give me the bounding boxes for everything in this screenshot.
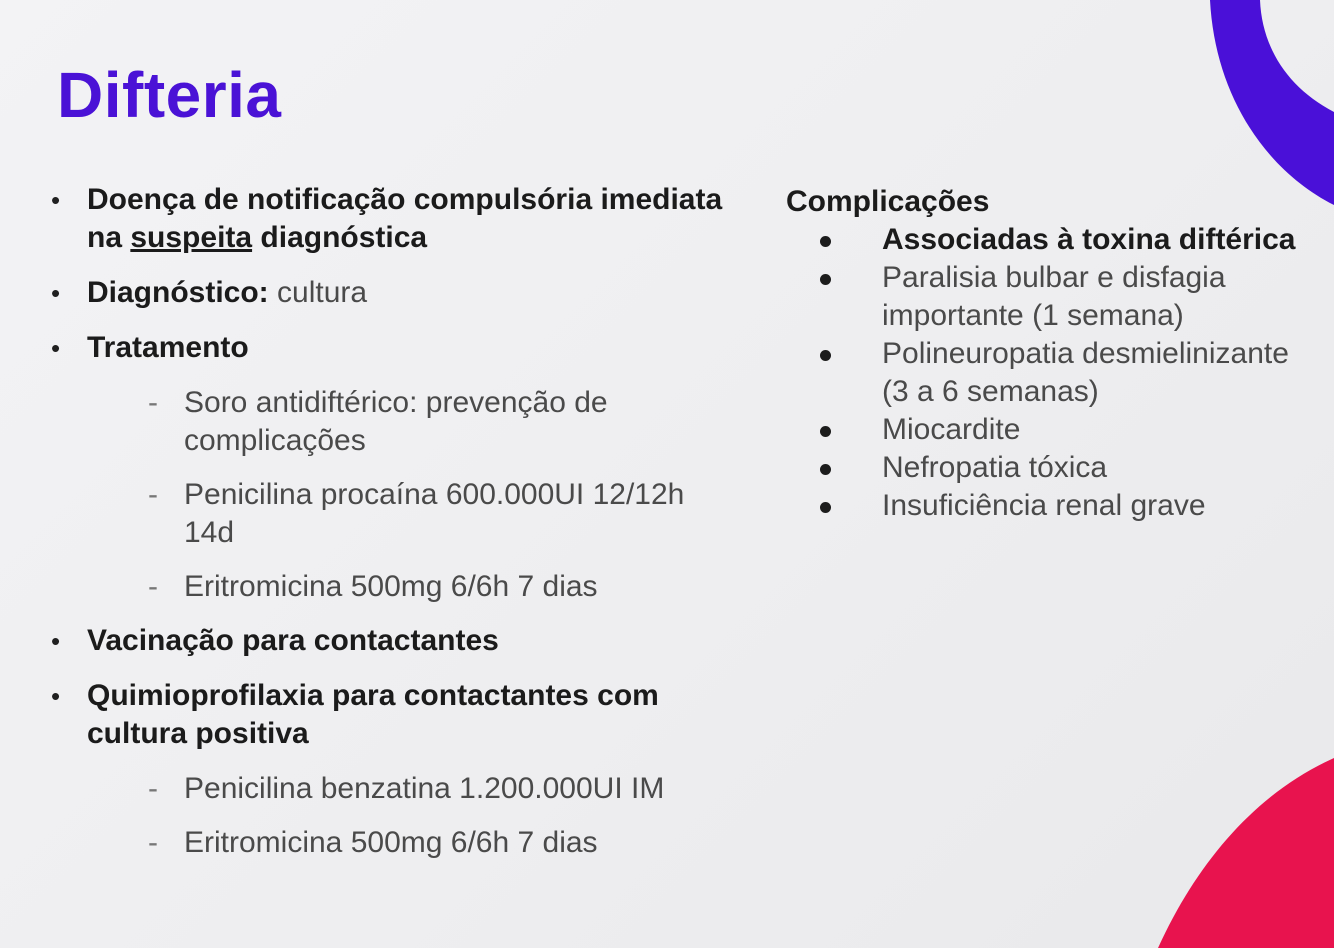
complications-heading: Complicações [786,185,990,218]
complication-item [786,449,1306,487]
prophylaxis-subitem [50,824,730,862]
complication-item [786,411,1306,449]
notification-text-3: diagnóstica [252,221,428,254]
bullet-dot [820,502,831,513]
dash-marker: - [148,386,158,419]
complication-item [786,487,1306,525]
bullet-dot [820,464,831,475]
treatment-label: Tratamento [87,331,249,364]
prophylaxis-subitem-text: Penicilina benzatina 1.200.000UI IM [184,772,665,805]
bottom-right-red-arc [1158,758,1334,948]
complication-text: Associadas à toxina diftérica [882,223,1296,256]
bullet-marker: • [51,333,61,363]
treatment-subitem-text: Soro antidiftérico: prevenção de complicações [184,386,608,457]
bullet-marker: • [51,278,61,308]
complication-text: Insuficiência renal grave [882,489,1206,522]
bullet-notification [50,181,730,257]
complication-item [786,335,1306,411]
bullet-chemoprophylaxis [50,677,730,753]
bullet-dot [820,426,831,437]
prophylaxis-subitem-text: Eritromicina 500mg 6/6h 7 dias [184,826,598,859]
diagnosis-value: cultura [268,276,368,309]
treatment-subitem-text: Eritromicina 500mg 6/6h 7 dias [184,570,598,603]
complication-item [786,259,1306,335]
dash-marker: - [148,478,158,511]
bullet-vaccination [50,622,730,660]
slide-title: Difteria [57,59,282,131]
bullet-diagnosis [50,274,730,312]
top-right-purple-arc [1210,0,1334,205]
treatment-subitem [50,384,730,460]
complication-text: Paralisia bulbar e disfagia importante (1 semana) [882,261,1226,332]
bullet-treatment [50,329,730,367]
prophylaxis-subitem [50,770,730,808]
dash-marker: - [148,826,158,859]
right-column [786,183,1306,525]
bullet-dot [820,350,831,361]
dash-marker: - [148,772,158,805]
treatment-subitem-text: Penicilina procaína 600.000UI 12/12h 14d [184,478,685,549]
complication-item [786,221,1306,259]
notification-text-1: Doença de notificação compulsória imediata na [87,183,723,254]
treatment-subitem [50,568,730,606]
diagnosis-label: Diagnóstico: [87,276,269,309]
treatment-subitem [50,476,730,552]
chemoprophylaxis-label: Quimioprofilaxia para contactantes com cultura positiva [87,679,659,750]
complication-text: Polineuropatia desmielinizante (3 a 6 semanas) [882,337,1289,408]
notification-underlined-word: suspeita [130,221,253,254]
bullet-marker: • [51,681,61,711]
bullet-marker: • [51,185,61,215]
bullet-dot [820,236,831,247]
complication-text: Miocardite [882,413,1021,446]
complication-text: Nefropatia tóxica [882,451,1108,484]
bullet-dot [820,274,831,285]
dash-marker: - [148,570,158,603]
bullet-marker: • [51,626,61,656]
left-column [50,181,730,878]
vaccination-label: Vacinação para contactantes [87,624,499,657]
